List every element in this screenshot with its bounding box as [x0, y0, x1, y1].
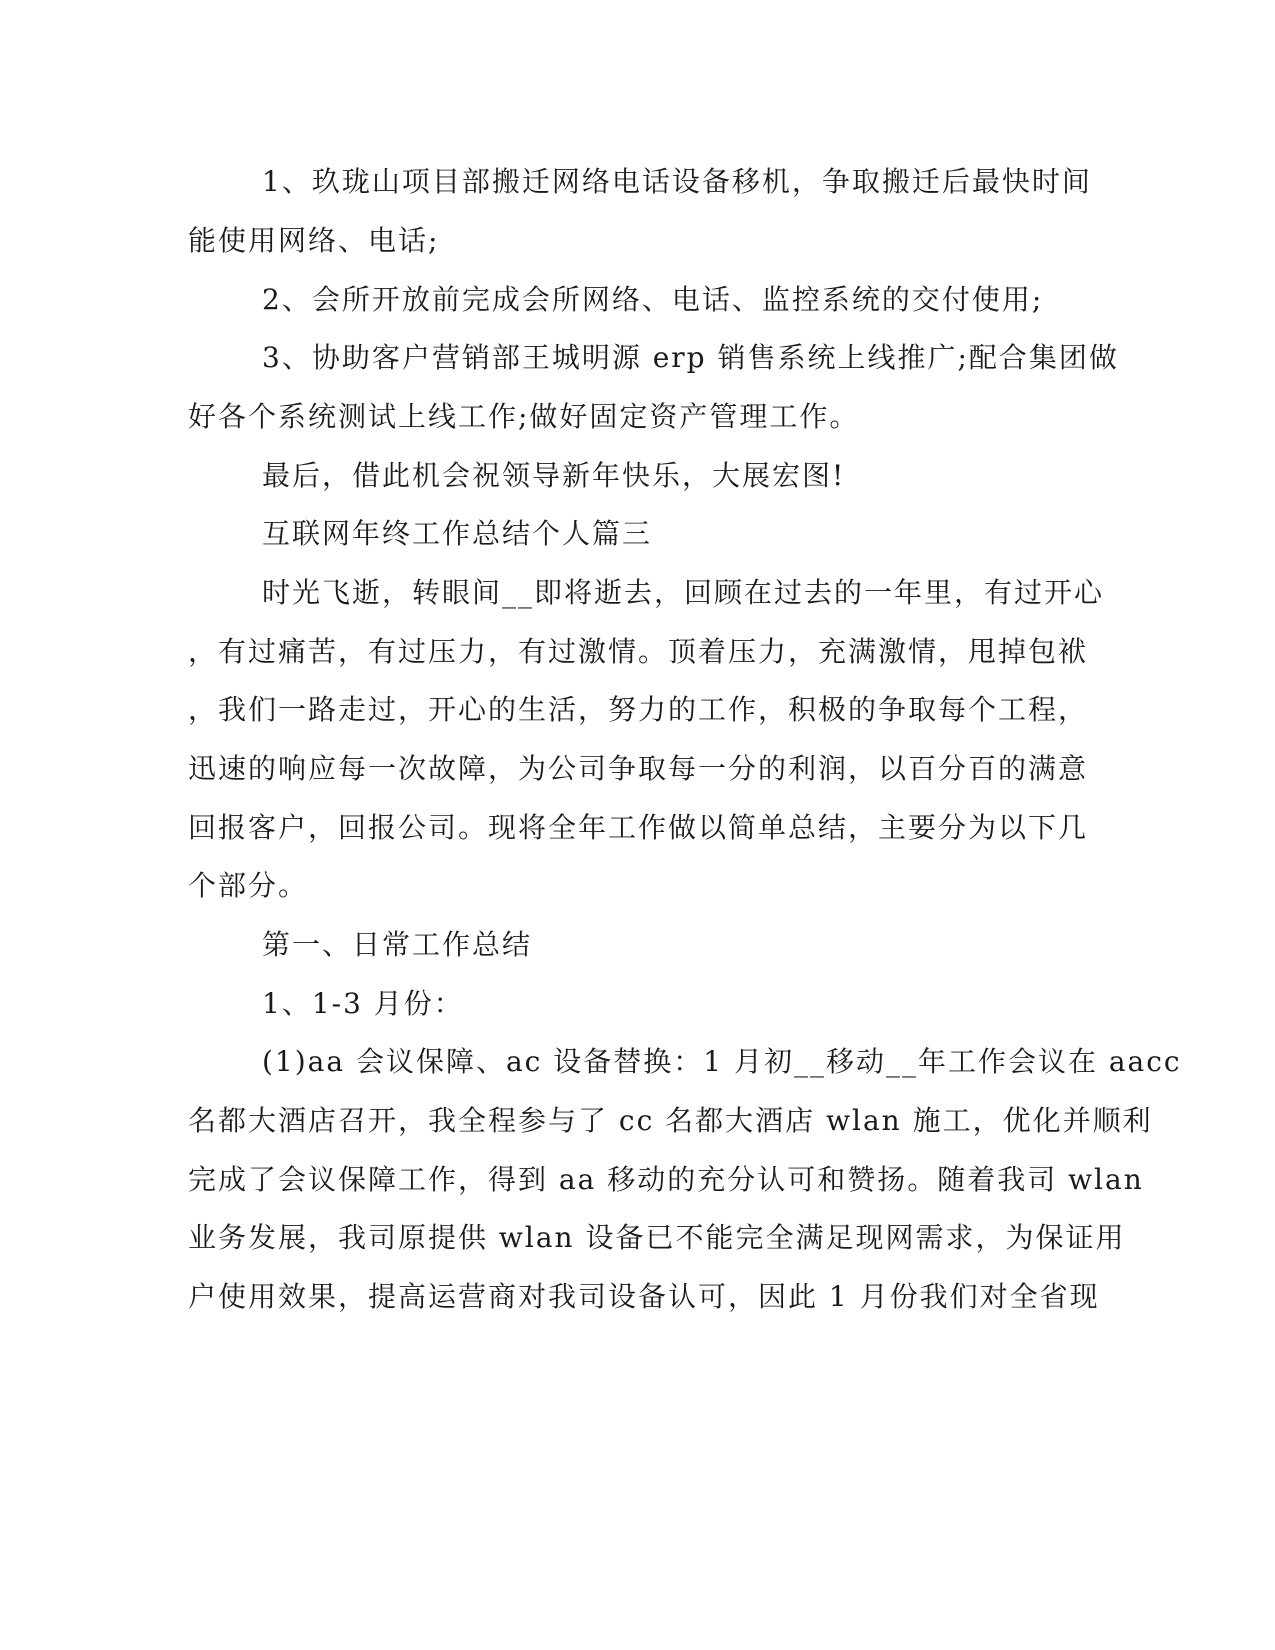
text-line: 业务发展，我司原提供 wlan 设备已不能完全满足现网需求，为保证用: [188, 1221, 1126, 1254]
text-line: 1、玖珑山项目部搬迁网络电话设备移机，争取搬迁后最快时间: [262, 165, 1092, 198]
text-line: (1)aa 会议保障、ac 设备替换：1 月初__移动__年工作会议在 aacc: [262, 1045, 1182, 1078]
text-line: 2、会所开放前完成会所网络、电话、监控系统的交付使用;: [262, 283, 1044, 316]
text-line: 迅速的响应每一次故障，为公司争取每一分的利润，以百分百的满意: [188, 752, 1089, 785]
text-line: 完成了会议保障工作，得到 aa 移动的充分认可和赞扬。随着我司 wlan: [188, 1163, 1144, 1196]
text-line: 好各个系统测试上线工作;做好固定资产管理工作。: [188, 400, 860, 433]
text-line: ，我们一路走过，开心的生活，努力的工作，积极的争取每个工程，: [188, 693, 1089, 726]
text-line: 1、1-3 月份：: [262, 987, 464, 1020]
text-line: 最后，借此机会祝领导新年快乐，大展宏图!: [262, 459, 846, 492]
text-line: 回报客户，回报公司。现将全年工作做以简单总结，主要分为以下几: [188, 811, 1089, 844]
text-line: ，有过痛苦，有过压力，有过激情。顶着压力，充满激情，甩掉包袱: [188, 635, 1089, 668]
text-line: 3、协助客户营销部王城明源 erp 销售系统上线推广;配合集团做: [262, 341, 1119, 374]
section-heading: 互联网年终工作总结个人篇三: [262, 517, 653, 550]
text-line: 户使用效果，提高运营商对我司设备认可，因此 1 月份我们对全省现: [188, 1280, 1100, 1313]
text-line: 能使用网络、电话;: [188, 224, 440, 257]
text-line: 时光飞逝，转眼间__即将逝去，回顾在过去的一年里，有过开心: [262, 576, 1105, 609]
text-line: 个部分。: [188, 869, 309, 902]
text-line: 名都大酒店召开，我全程参与了 cc 名都大酒店 wlan 施工，优化并顺利: [188, 1104, 1153, 1137]
section-heading: 第一、日常工作总结: [262, 928, 533, 961]
